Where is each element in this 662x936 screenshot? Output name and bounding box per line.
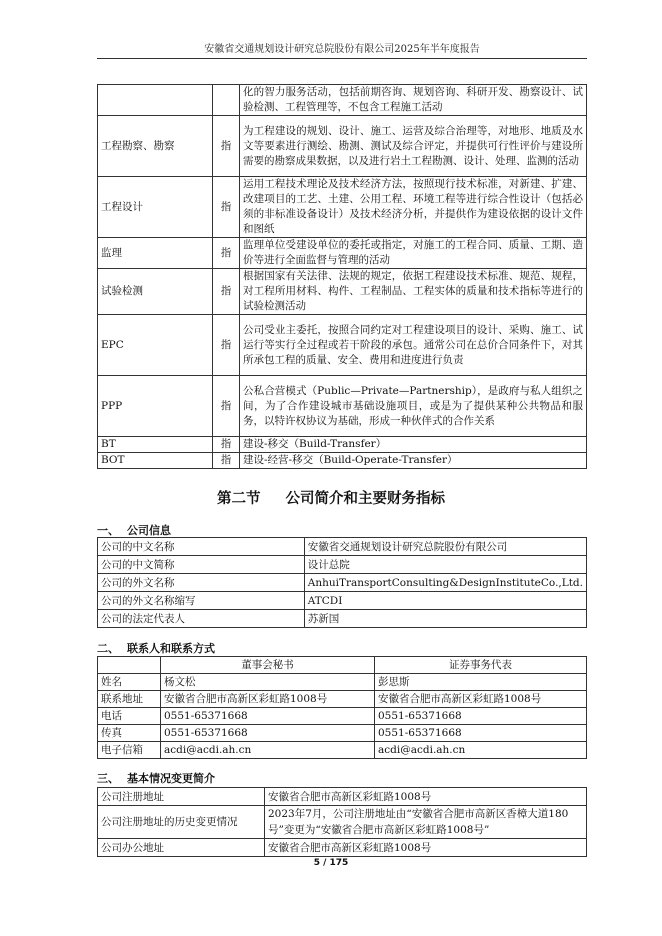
header-empty-cell	[98, 657, 161, 674]
table-row	[98, 788, 587, 806]
change-value: 安徽省合肥市高新区彩虹路1008号	[265, 839, 587, 857]
definition-zhi: 指	[213, 315, 240, 376]
definition-zhi: 指	[213, 453, 240, 469]
definition-term: BT	[98, 437, 213, 453]
table-header-row	[98, 657, 587, 674]
info-value: 苏新国	[304, 610, 586, 628]
heading-number: 三、	[97, 772, 119, 785]
definition-desc: 根据国家有关法律、法规的规定，依据工程建设技术标准、规范、规程，对工程所用材料、构件、工程制品、工程实体的质量和技术指标等进行的试验检测活动	[240, 269, 587, 315]
info-value: ATCDI	[304, 592, 586, 610]
definition-term	[98, 85, 213, 116]
page-number: 5 / 175	[313, 858, 349, 868]
contact-label: 联系地址	[98, 691, 161, 708]
definition-term: 工程设计	[98, 177, 213, 238]
table-row	[98, 574, 587, 592]
table-row	[98, 238, 587, 269]
table-row	[98, 453, 587, 469]
representative-value: 0551-65371668	[375, 725, 587, 742]
info-label: 公司的法定代表人	[98, 610, 305, 628]
change-label: 公司办公地址	[98, 839, 265, 857]
table-row	[98, 315, 587, 376]
representative-value: acdi@acdi.ah.cn	[375, 742, 587, 759]
secretary-value: acdi@acdi.ah.cn	[161, 742, 375, 759]
representative-value: 彭思斯	[375, 674, 587, 691]
secretary-value: 0551-65371668	[161, 725, 375, 742]
info-label: 公司的中文名称	[98, 538, 305, 556]
table-row	[98, 437, 587, 453]
definition-term: EPC	[98, 315, 213, 376]
definition-desc: 建设-移交（Build-Transfer）	[240, 437, 587, 453]
representative-value: 安徽省合肥市高新区彩虹路1008号	[375, 691, 587, 708]
column-header: 董事会秘书	[161, 657, 375, 674]
table-row	[98, 556, 587, 574]
definition-term: PPP	[98, 376, 213, 437]
header-divider	[97, 58, 587, 59]
contact-table	[97, 656, 587, 759]
basic-changes-heading	[97, 770, 215, 786]
definition-zhi	[213, 85, 240, 116]
basic-changes-table	[97, 787, 587, 857]
definition-desc: 化的智力服务活动，包括前期咨询、规划咨询、科研开发、勘察设计、试验检测、工程管理等，不包含工程施工活动	[240, 85, 587, 116]
definition-desc: 为工程建设的规划、设计、施工、运营及综合治理等，对地形、地质及水文等要素进行测绘、勘测、测试及综合评定，并提供可行性评价与建设所需要的勘察成果数据，以及进行岩土工程勘测、设计、处理、监测的活动	[240, 116, 587, 177]
section-name: 公司简介和主要财务指标	[285, 491, 446, 507]
section-title	[0, 487, 662, 508]
definition-term: 监理	[98, 238, 213, 269]
definition-zhi: 指	[213, 376, 240, 437]
table-row	[98, 85, 587, 116]
definition-term: 试验检测	[98, 269, 213, 315]
table-row	[98, 376, 587, 437]
heading-text: 基本情况变更简介	[127, 772, 215, 785]
page-header: 安徽省交通规划设计研究总院股份有限公司2025年半年度报告	[204, 44, 480, 55]
contact-label: 电子信箱	[98, 742, 161, 759]
definition-desc: 建设-经营-移交（Build-Operate-Transfer）	[240, 453, 587, 469]
change-value: 2023年7月，公司注册地址由“安徽省合肥市高新区香樟大道180号”变更为“安徽省合肥市高新区彩虹路1008号”	[265, 806, 587, 839]
company-info-heading	[97, 522, 171, 538]
table-row	[98, 610, 587, 628]
section-number: 第二节	[216, 491, 261, 507]
column-header: 证券事务代表	[375, 657, 587, 674]
definition-zhi: 指	[213, 269, 240, 315]
table-row	[98, 116, 587, 177]
contact-label: 姓名	[98, 674, 161, 691]
info-value: 安徽省交通规划设计研究总院股份有限公司	[304, 538, 586, 556]
info-label: 公司的中文简称	[98, 556, 305, 574]
change-value: 安徽省合肥市高新区彩虹路1008号	[265, 788, 587, 806]
definition-term: BOT	[98, 453, 213, 469]
definition-desc: 公私合营模式（Public—Private—Partnership），是政府与私人组织之间，为了合作建设城市基础设施项目，或是为了提供某种公共物品和服务，以特许权协议为基础，形成一种伙伴式的合作关系	[240, 376, 587, 437]
definition-zhi: 指	[213, 238, 240, 269]
table-row	[98, 708, 587, 725]
info-value: 设计总院	[304, 556, 586, 574]
definition-desc: 公司受业主委托，按照合同约定对工程建设项目的设计、采购、施工、试运行等实行全过程或若干阶段的承包。通常公司在总价合同条件下，对其所承包工程的质量、安全、费用和进度进行负责	[240, 315, 587, 376]
secretary-value: 0551-65371668	[161, 708, 375, 725]
table-row	[98, 538, 587, 556]
info-label: 公司的外文名称	[98, 574, 305, 592]
table-row	[98, 725, 587, 742]
contact-heading	[97, 640, 215, 656]
table-row	[98, 806, 587, 839]
table-row	[98, 742, 587, 759]
heading-number: 一、	[97, 524, 119, 537]
definition-term: 工程勘察、勘察	[98, 116, 213, 177]
change-label: 公司注册地址	[98, 788, 265, 806]
definition-desc: 监理单位受建设单位的委托或指定，对施工的工程合同、质量、工期、造价等进行全面监督与管理的活动	[240, 238, 587, 269]
table-row	[98, 177, 587, 238]
info-value: AnhuiTransportConsulting&DesignInstituteCo.,Ltd.	[304, 574, 586, 592]
heading-number: 二、	[97, 642, 119, 655]
table-row	[98, 674, 587, 691]
table-row	[98, 839, 587, 857]
company-info-table	[97, 537, 587, 628]
table-row	[98, 269, 587, 315]
representative-value: 0551-65371668	[375, 708, 587, 725]
table-row	[98, 691, 587, 708]
secretary-value: 杨文松	[161, 674, 375, 691]
definition-zhi: 指	[213, 177, 240, 238]
contact-label: 传真	[98, 725, 161, 742]
definition-desc: 运用工程技术理论及技术经济方法，按照现行技术标准，对新建、扩建、改建项目的工艺、土建、公用工程、环境工程等进行综合性设计（包括必须的非标准设备设计）及技术经济分析，并提供作为建设依据的设计文件和图纸	[240, 177, 587, 238]
change-label: 公司注册地址的历史变更情况	[98, 806, 265, 839]
heading-text: 公司信息	[127, 524, 171, 537]
secretary-value: 安徽省合肥市高新区彩虹路1008号	[161, 691, 375, 708]
info-label: 公司的外文名称缩写	[98, 592, 305, 610]
contact-label: 电话	[98, 708, 161, 725]
definitions-table	[97, 84, 587, 469]
heading-text: 联系人和联系方式	[127, 642, 215, 655]
definition-zhi: 指	[213, 437, 240, 453]
definition-zhi: 指	[213, 116, 240, 177]
table-row	[98, 592, 587, 610]
